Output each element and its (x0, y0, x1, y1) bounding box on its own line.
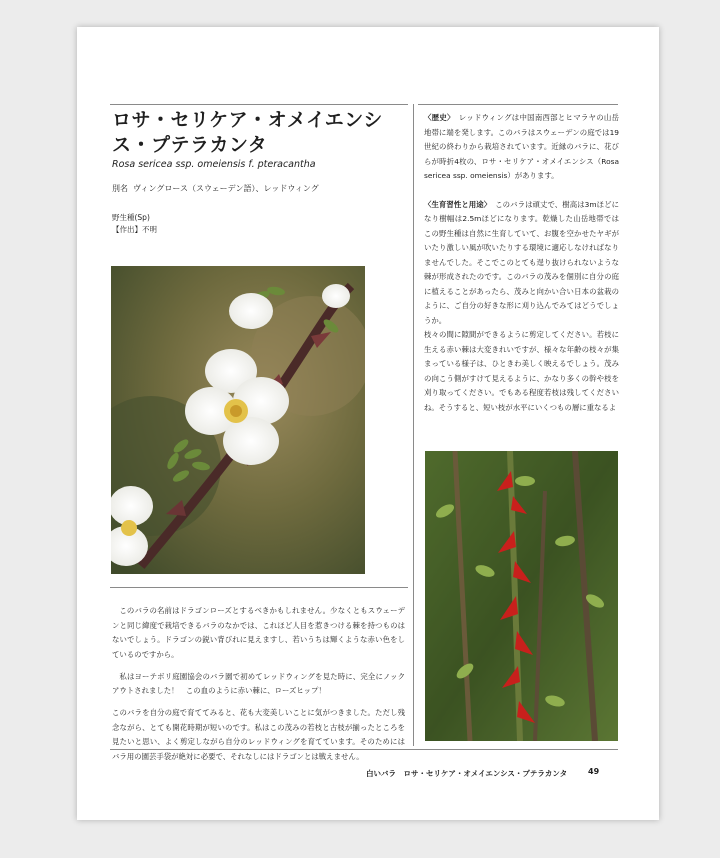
main-text-block (112, 597, 405, 772)
main-paragraph-1: このバラの名前はドラゴンローズとするべきかもしれません。少なくともスウェーデンと同じ緯度で栽培できるバラのなかでは、これほど人目を惹きつける棘を持つものはないでしょう。ドラゴンの鋭い背びれに見えますし、若いうちは輝くような赤い色をしているのですから。 (112, 606, 405, 659)
column-divider (413, 104, 414, 746)
habit-text: このバラは頑丈で、樹高は3mほどになり樹幅は2.5mほどになります。乾燥した山岳地帯ではこの野生種は自然に生育していて、お腹を空かせたヤギがいたり激しい風が吹いたりする環境に適応しなければなりませんでした。そこでこのとても逞り抜けられないような棘が形成されたのです。このバラの茂みを個別に自分の庭に植えることがあったら、茂みと向かい合い日本の盆栽のように、ご自分の好きな形に刈り込んでみてはどうでしょうか。 (424, 199, 619, 325)
top-rule-left (110, 104, 408, 105)
history-paragraph (424, 111, 619, 184)
red-thorns-photo (425, 451, 618, 741)
habit-heading: 〈生育習性と用途〉 (424, 199, 492, 209)
type-info (112, 212, 157, 236)
rose-flower-photo (111, 266, 365, 574)
pruning-paragraph: 枝々の間に隙間ができるように剪定してください。若枝に生える赤い棘は大変きれいですが、様々な年齢の枝々が集まっている様子は、ひときわ美しく映えるでしょう。茂みの向こう側がすけて見えるように、かなり多くの幹や枝を刈り取ってください。でもある程度若枝は残してくださいね。そうすると、短い枝が水平にいくつもの層に重なるよ (424, 330, 619, 412)
history-text: レッドウィングは中国南西部とヒマラヤの山岳地帯に端を発します。このバラはスウェーデンの庭では19世紀の終わりから栽培されています。近縁のバラに、花びらが時折4枚の、ロサ・セリケア・オメイエンシス（Rosa sericea ssp. omeiensis）があります。 (424, 113, 619, 180)
history-heading: 〈歴史〉 (424, 113, 455, 122)
text-block-rule (110, 587, 408, 588)
habit-paragraph (424, 198, 619, 329)
alias-line (112, 183, 319, 194)
alias-value: ヴィングロース（スウェーデン語）、レッドウィング (133, 184, 319, 193)
type-line-1: 野生種(Sp) (112, 213, 150, 222)
right-column (424, 111, 619, 415)
type-line-2: 【作出】不明 (112, 225, 157, 234)
page-title: ロサ・セリケア・オメイエンシス・プテラカンタ (112, 109, 383, 156)
page-number: 49 (588, 767, 600, 776)
alias-label: 別名 (112, 184, 128, 193)
main-paragraph-2: 私はヨーテボリ庭園協会のバラ園で初めてレッドウィングを見た時に、完全にノックアウトされました！ この血のように赤い棘に、ローズヒップ！ (112, 671, 405, 696)
main-paragraph-3: このバラを自分の庭で育ててみると、花も大変美しいことに気がつきました。ただし残念ながら、とても開花時期が短いのです。私はこの茂みの若枝と古枝が揃ったところを見たいと思い、よく剪定しながら自分のレッドウィングを育てています。そのためにはバラ用の園芸手袋が絶対に必要で、それなしにはドラゴンとは戦えません。 (112, 708, 405, 761)
footer-chapter-label: 白いバラ ロサ・セリケア・オメイエンシス・プテラカンタ (366, 769, 568, 778)
top-rule-right (418, 104, 618, 105)
latin-name: Rosa sericea ssp. omeiensis f. pteracantha (112, 159, 316, 170)
